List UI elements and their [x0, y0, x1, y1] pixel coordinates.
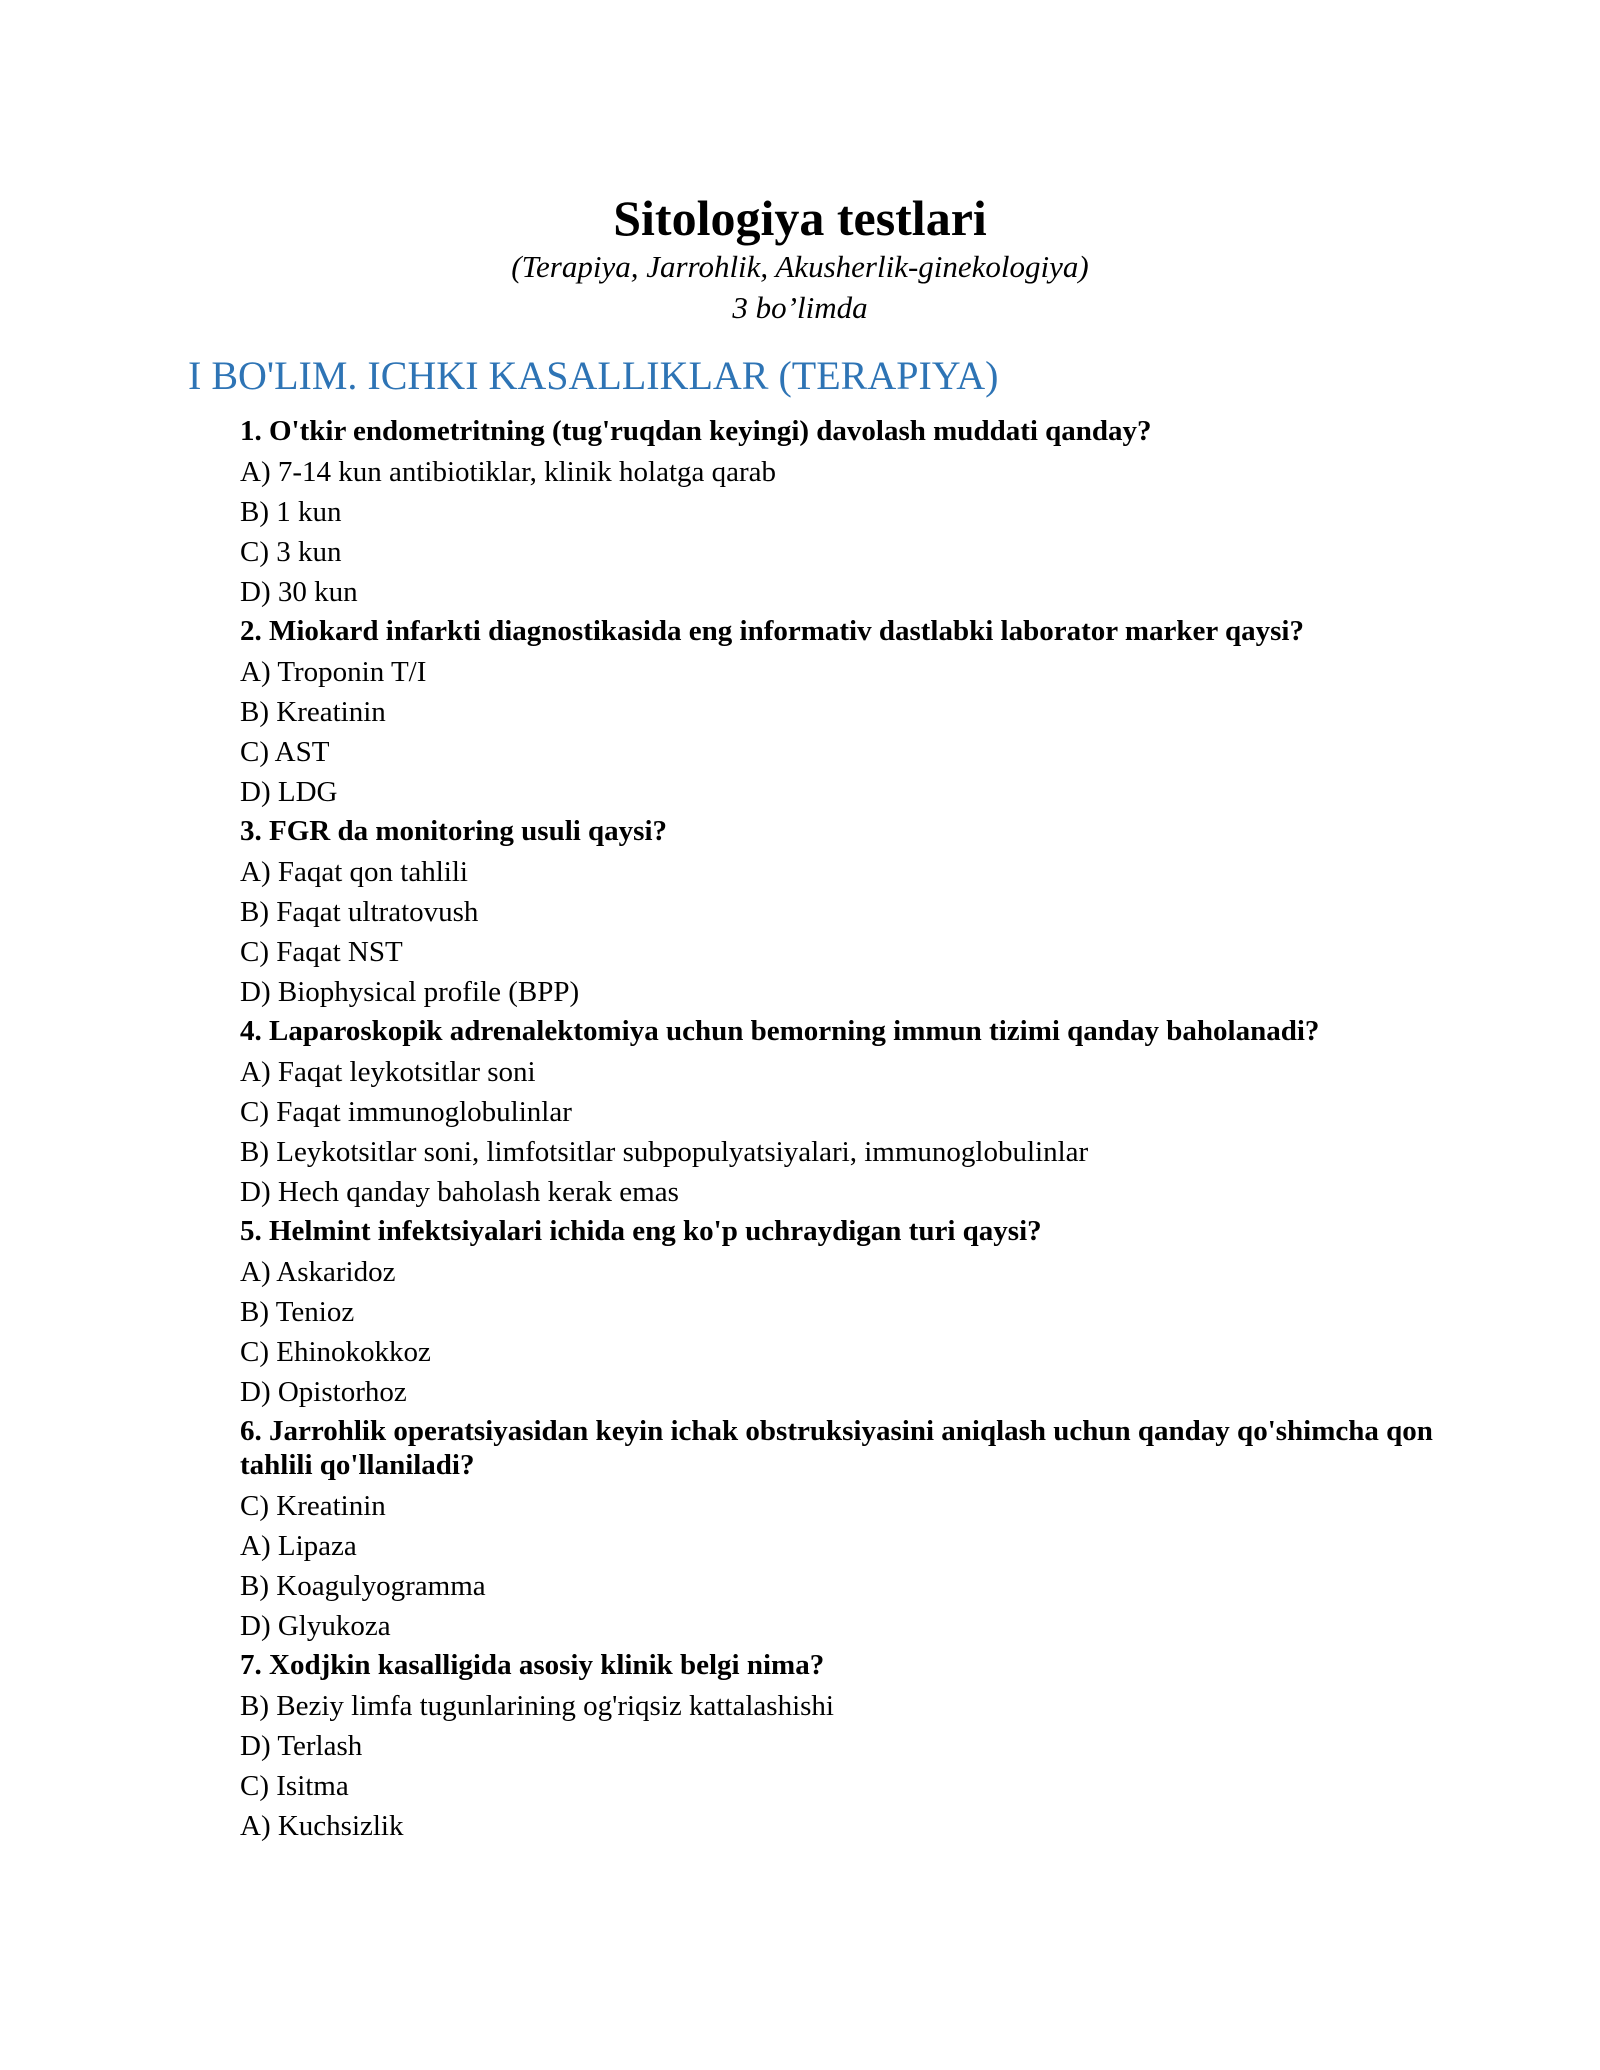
question-list — [240, 412, 1440, 1846]
question-text: 1. O'tkir endometritning (tug'ruqdan keyingi) davolash muddati qanday? — [240, 415, 1152, 447]
section-heading: I BO'LIM. ICHKI KASALLIKLAR (TERAPIYA) — [188, 353, 999, 398]
answer-option[interactable]: B) Leykotsitlar soni, limfotsitlar subpopulyatsiyalari, immunoglobulinlar — [240, 1136, 1089, 1168]
question-text: 7. Xodjkin kasalligida asosiy klinik belgi nima? — [240, 1649, 825, 1681]
answer-option[interactable]: D) LDG — [240, 776, 338, 808]
answer-option[interactable]: C) Isitma — [240, 1770, 349, 1802]
document-title: Sitologiya testlari — [613, 190, 987, 246]
document-subtitle-specialties: (Terapiya, Jarrohlik, Akusherlik-ginekologiya) — [511, 249, 1089, 284]
question-text: 2. Miokard infarkti diagnostikasida eng informativ dastlabki laborator marker qaysi? — [240, 615, 1304, 647]
answer-option[interactable]: C) 3 kun — [240, 536, 342, 568]
question-5 — [240, 1212, 1440, 1412]
answer-option[interactable]: C) Faqat immunoglobulinlar — [240, 1096, 572, 1128]
question-3 — [240, 812, 1440, 1012]
answer-option[interactable]: B) 1 kun — [240, 496, 342, 528]
answer-option[interactable]: B) Tenioz — [240, 1296, 355, 1328]
question-text: 3. FGR da monitoring usuli qaysi? — [240, 815, 668, 847]
answer-option[interactable]: C) Faqat NST — [240, 936, 403, 968]
answer-option[interactable]: A) Askaridoz — [240, 1256, 396, 1288]
answer-option[interactable]: A) Faqat leykotsitlar soni — [240, 1056, 536, 1088]
question-text: 6. Jarrohlik operatsiyasidan keyin ichak obstruksiyasini aniqlash uchun qanday qo'shimcha qon tahlili qo'llaniladi? — [240, 1415, 1433, 1481]
answer-option[interactable]: A) Troponin T/I — [240, 656, 427, 688]
answer-option[interactable]: D) Hech qanday baholash kerak emas — [240, 1176, 679, 1208]
answer-option[interactable]: D) 30 kun — [240, 576, 358, 608]
answer-option[interactable]: D) Terlash — [240, 1730, 363, 1762]
answer-option[interactable]: B) Beziy limfa tugunlarining og'riqsiz kattalashishi — [240, 1690, 834, 1722]
question-4 — [240, 1012, 1440, 1212]
question-text: 4. Laparoskopik adrenalektomiya uchun bemorning immun tizimi qanday baholanadi? — [240, 1015, 1320, 1047]
answer-option[interactable]: D) Glyukoza — [240, 1610, 391, 1642]
answer-option[interactable]: C) Ehinokokkoz — [240, 1336, 431, 1368]
answer-option[interactable]: B) Koagulyogramma — [240, 1570, 486, 1602]
answer-option[interactable]: A) Faqat qon tahlili — [240, 856, 468, 888]
question-7 — [240, 1646, 1440, 1846]
question-text: 5. Helmint infektsiyalari ichida eng ko'p uchraydigan turi qaysi? — [240, 1215, 1042, 1247]
answer-option[interactable]: A) 7-14 kun antibiotiklar, klinik holatga qarab — [240, 456, 777, 488]
answer-option[interactable]: D) Opistorhoz — [240, 1376, 407, 1408]
answer-option[interactable]: C) AST — [240, 736, 330, 768]
answer-option[interactable]: A) Kuchsizlik — [240, 1810, 404, 1842]
question-6 — [240, 1412, 1440, 1646]
document-subtitle-sections: 3 bo’limda — [732, 290, 868, 325]
question-2 — [240, 612, 1440, 812]
answer-option[interactable]: D) Biophysical profile (BPP) — [240, 976, 580, 1008]
answer-option[interactable]: B) Kreatinin — [240, 696, 386, 728]
question-1 — [240, 412, 1440, 612]
answer-option[interactable]: B) Faqat ultratovush — [240, 896, 479, 928]
answer-option[interactable]: C) Kreatinin — [240, 1490, 386, 1522]
answer-option[interactable]: A) Lipaza — [240, 1530, 357, 1562]
